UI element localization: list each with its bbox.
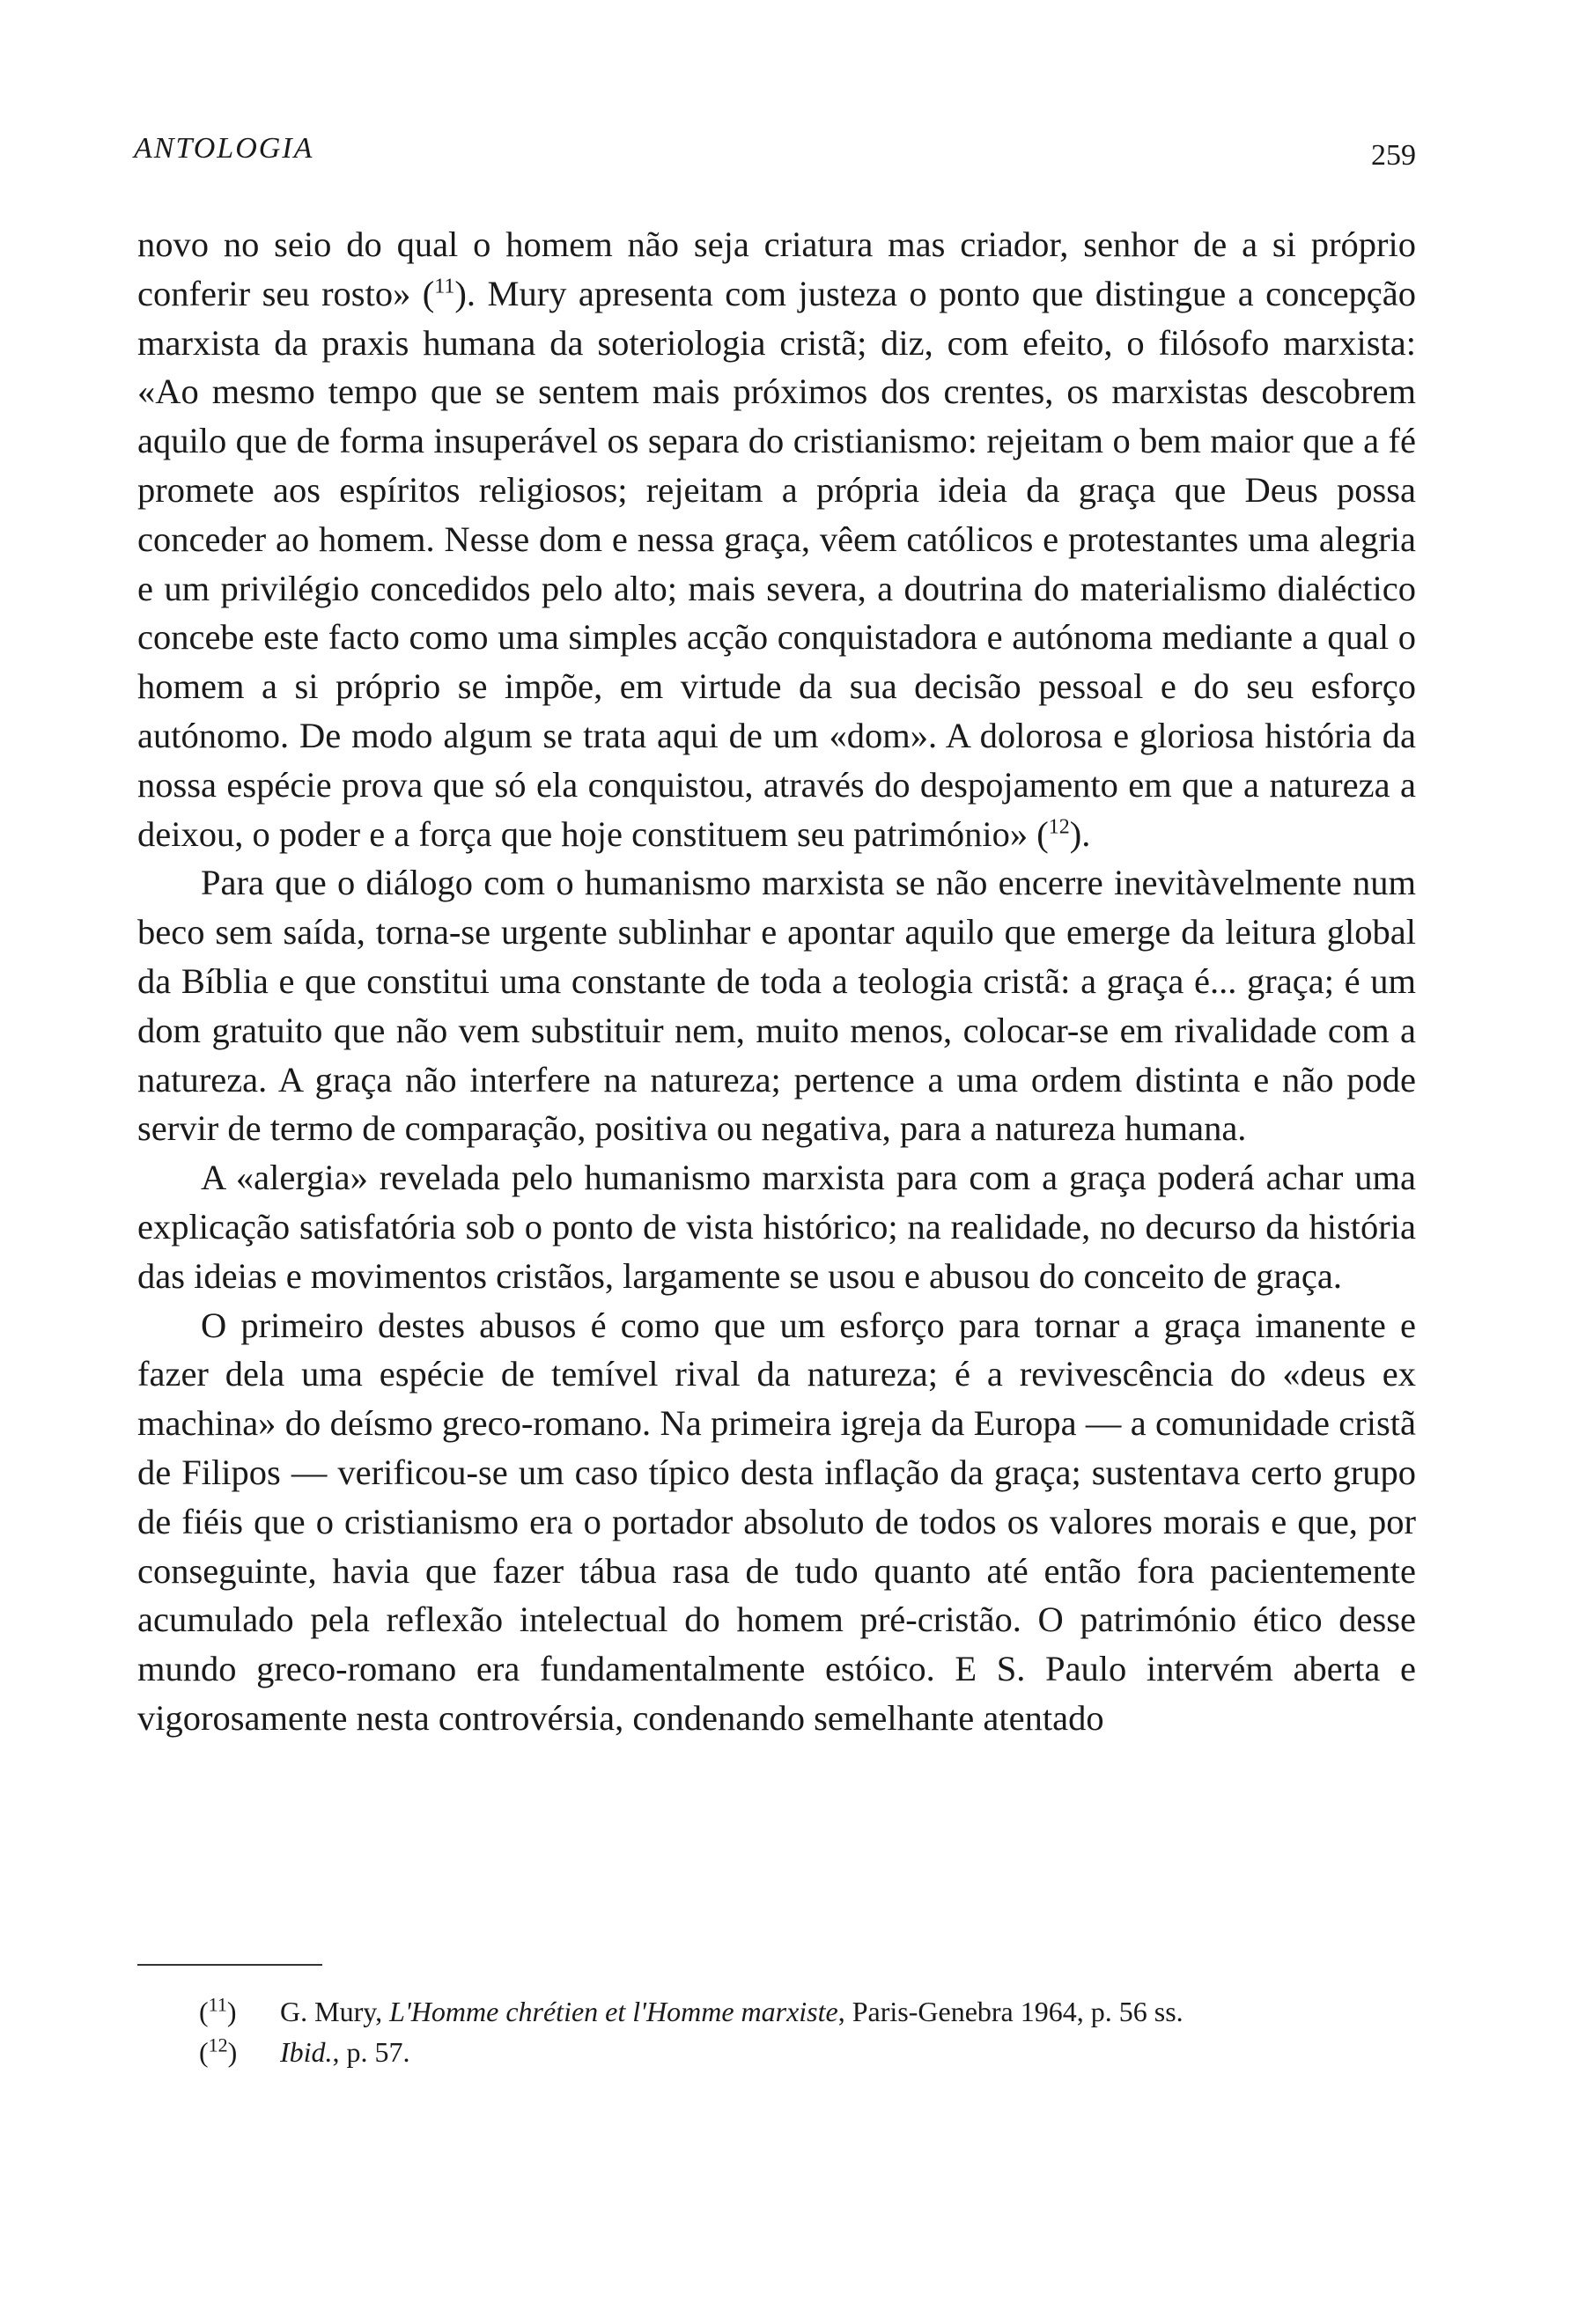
body-text	[137, 220, 1416, 1743]
paragraph-1-part-1: novo no seio do qual o homem não seja criatura mas criador, senhor de a si próprio conferir seu rosto» (	[137, 224, 1416, 313]
paragraph-1	[137, 220, 1416, 858]
page-header	[134, 132, 1416, 176]
footnote-11	[137, 1991, 1416, 2032]
footnote-ref-11: 11	[434, 275, 455, 298]
footnote-marker: ($^{12}$)	[199, 2034, 238, 2068]
footnote-divider	[137, 1964, 322, 1966]
footnote-rest: , p. 57.	[332, 2036, 410, 2068]
footnote-author: G. Mury,	[280, 1996, 390, 2027]
running-head: ANTOLOGIA	[134, 132, 314, 165]
footnote-marker: ($^{11}$)	[199, 1993, 237, 2027]
page-number: 259	[1371, 139, 1416, 172]
paragraph-2: Para que o diálogo com o humanismo marxista se não encerre inevitàvelmente num beco sem saída, torna-se urgente sublinhar e apontar aquilo que emerge da leitura global da Bíblia e que constitui uma constante de toda a teologia cristã: a graça é... graça; é um dom gratuito que não vem substituir nem, muito menos, colocar-se em rivalidade com a natureza. A graça não interfere na natureza; pertence a uma ordem distinta e não pode servir de termo de comparação, positiva ou negativa, para a natureza humana.	[137, 863, 1416, 1149]
paragraph-3: A «alergia» revelada pelo humanismo marxista para com a graça poderá achar uma explicação satisfatória sob o ponto de vista histórico; na realidade, no decurso da história das ideias e movimentos cristãos, largamente se usou e abusou do conceito de graça.	[137, 1158, 1416, 1296]
footnote-12	[137, 2032, 1416, 2072]
footnote-title: L'Homme chrétien et l'Homme marxiste	[389, 1996, 838, 2027]
paragraph-1-part-3: ).	[1069, 813, 1091, 854]
footnote-ref-12: 12	[1048, 815, 1070, 839]
paragraph-1-part-2: ). Mury apresenta com justeza o ponto que distingue a concepção marxista da praxis humana da soteriologia cristã; diz, com efeito, o filósofo marxista: «Ao mesmo tempo que se sentem mais próximos dos crentes, os marxistas descobrem aquilo que de forma insuperável os separa do cristianismo: rejeitam o bem maior que a fé promete aos espíritos religiosos; rejeitam a própria ideia da graça que Deus possa conceder ao homem. Nesse dom e nessa graça, vêem católicos e protestantes uma alegria e um privilégio concedidos pelo alto; mais severa, a doutrina do materialismo dialéctico concebe este facto como uma simples acção conquistadora e autónoma mediante a qual o homem a si próprio se impõe, em virtude da sua decisão pessoal e do seu esforço autónomo. De modo algum se trata aqui de um «dom». A dolorosa e gloriosa história da nossa espécie prova que só ela conquistou, através do despojamento em que a natureza a deixou, o poder e a força que hoje constituem seu património» (	[137, 273, 1417, 854]
footnote-title: Ibid.	[280, 2036, 333, 2068]
paragraph-4: O primeiro destes abusos é como que um esforço para tornar a graça imanente e fazer dela uma espécie de temível rival da natureza; é a revivescência do «deus ex machina» do deísmo greco-romano. Na primeira igreja da Europa — a comunidade cristã de Filipos — verificou-se um caso típico desta inflação da graça; sustentava certo grupo de fiéis que o cristianismo era o portador absoluto de todos os valores morais e que, por conseguinte, havia que fazer tábua rasa de tudo quanto até então fora pacientemente acumulado pela reflexão intelectual do homem pré-cristão. O património ético desse mundo greco-romano era fundamentalmente estóico. E S. Paulo intervém aberta e vigorosamente nesta controvérsia, condenando semelhante atentado	[137, 1305, 1416, 1738]
footnote-rest: , Paris-Genebra 1964, p. 56 ss.	[837, 1996, 1184, 2027]
footnotes	[137, 1991, 1416, 2072]
